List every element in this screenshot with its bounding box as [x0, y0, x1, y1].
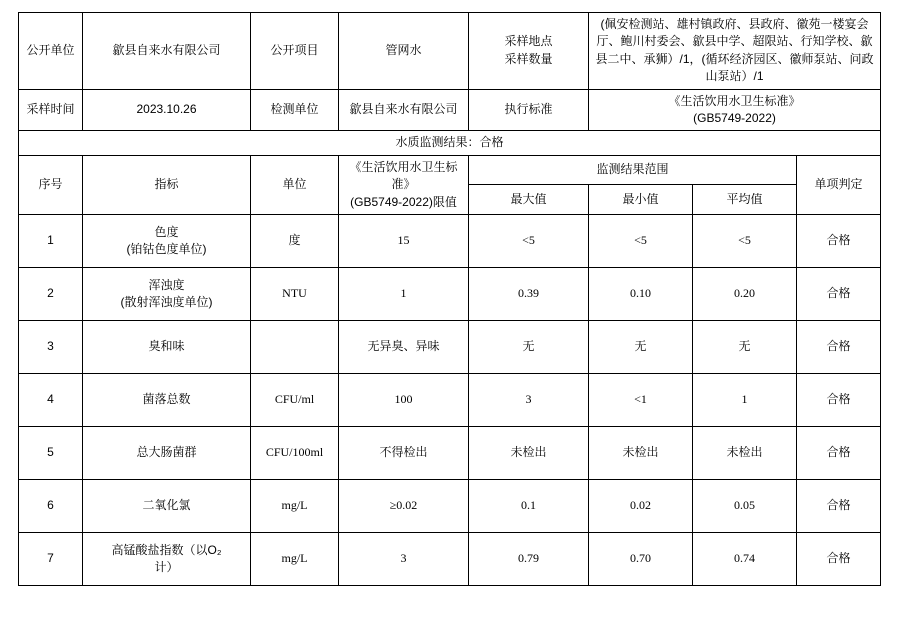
overall-result-text: 水质监测结果：合格	[19, 131, 881, 155]
cell-min: 无	[589, 320, 693, 373]
cell-indicator: 臭和味	[83, 320, 251, 373]
cell-verdict: 合格	[797, 267, 881, 320]
cell-min: 0.10	[589, 267, 693, 320]
cell-indicator-line1: 浑浊度	[148, 277, 185, 292]
cell-verdict: 合格	[797, 426, 881, 479]
col-verdict: 单项判定	[797, 155, 881, 214]
cell-max: 3	[469, 373, 589, 426]
cell-unit: 度	[251, 214, 339, 267]
col-limit-line2: (GB5749-2022)限值	[350, 194, 457, 209]
cell-indicator	[83, 214, 251, 267]
sampling-location-value: (佩安检测站、雄村镇政府、县政府、徽苑一楼宴会厅、鲍川村委会、歙县中学、超限站、行知学校、歙县二中、承狮）/1，(循环经济园区、徽师泵站、问政山泵站）/1	[589, 13, 881, 90]
table-row	[19, 532, 881, 585]
standard-value	[589, 89, 881, 131]
cell-index: 7	[19, 532, 83, 585]
sampling-location-label-line2: 采样数量	[504, 51, 553, 66]
cell-limit: 不得检出	[339, 426, 469, 479]
cell-indicator: 二氧化氯	[83, 479, 251, 532]
standard-value-line1: 《生活饮用水卫生标准》	[668, 93, 801, 108]
standard-label: 执行标准	[469, 89, 589, 131]
cell-min: <1	[589, 373, 693, 426]
cell-index: 4	[19, 373, 83, 426]
cell-verdict: 合格	[797, 532, 881, 585]
cell-avg: 未检出	[693, 426, 797, 479]
table-row	[19, 479, 881, 532]
testing-unit-label: 检测单位	[251, 89, 339, 131]
cell-indicator-line2: (铂钴色度单位)	[126, 241, 207, 256]
cell-min: <5	[589, 214, 693, 267]
cell-limit: 无异臭、异味	[339, 320, 469, 373]
cell-max: 未检出	[469, 426, 589, 479]
column-header-row-1	[19, 155, 881, 185]
cell-index: 3	[19, 320, 83, 373]
cell-limit: 1	[339, 267, 469, 320]
cell-verdict: 合格	[797, 373, 881, 426]
testing-unit-value: 歙县自来水有限公司	[339, 89, 469, 131]
cell-indicator	[83, 532, 251, 585]
cell-avg: 无	[693, 320, 797, 373]
sampling-time-value: 2023.10.26	[83, 89, 251, 131]
cell-avg: 0.74	[693, 532, 797, 585]
cell-limit: 15	[339, 214, 469, 267]
cell-min: 未检出	[589, 426, 693, 479]
public-unit-label: 公开单位	[19, 13, 83, 90]
cell-avg: 0.20	[693, 267, 797, 320]
cell-unit: mg/L	[251, 532, 339, 585]
cell-indicator: 总大肠菌群	[83, 426, 251, 479]
cell-max: 0.79	[469, 532, 589, 585]
cell-indicator-line2: (散射浑浊度单位)	[120, 294, 213, 309]
standard-value-line2: (GB5749-2022)	[693, 110, 776, 125]
public-unit-value: 歙县自来水有限公司	[83, 13, 251, 90]
cell-limit: ≥0.02	[339, 479, 469, 532]
col-range-group: 监测结果范围	[469, 155, 797, 185]
sampling-location-label	[469, 13, 589, 90]
cell-limit: 3	[339, 532, 469, 585]
table-row	[19, 267, 881, 320]
col-limit-line1: 《生活饮用水卫生标准》	[349, 159, 458, 192]
col-unit: 单位	[251, 155, 339, 214]
cell-indicator	[83, 267, 251, 320]
cell-min: 0.70	[589, 532, 693, 585]
col-indicator: 指标	[83, 155, 251, 214]
cell-verdict: 合格	[797, 214, 881, 267]
cell-indicator-line2: 计）	[154, 559, 179, 574]
cell-index: 6	[19, 479, 83, 532]
cell-max: <5	[469, 214, 589, 267]
table-row	[19, 373, 881, 426]
cell-unit: CFU/100ml	[251, 426, 339, 479]
public-project-label: 公开项目	[251, 13, 339, 90]
cell-indicator-line1: 色度	[154, 224, 179, 239]
overall-result-row	[19, 131, 881, 155]
cell-index: 5	[19, 426, 83, 479]
table-row	[19, 426, 881, 479]
col-avg: 平均值	[693, 185, 797, 215]
cell-unit: CFU/ml	[251, 373, 339, 426]
table-row	[19, 214, 881, 267]
cell-avg: <5	[693, 214, 797, 267]
cell-index: 1	[19, 214, 83, 267]
cell-limit: 100	[339, 373, 469, 426]
cell-avg: 0.05	[693, 479, 797, 532]
col-index: 序号	[19, 155, 83, 214]
cell-unit: NTU	[251, 267, 339, 320]
cell-indicator-line1: 高锰酸盐指数（以O₂	[111, 542, 222, 557]
header-row-1	[19, 13, 881, 90]
col-max: 最大值	[469, 185, 589, 215]
cell-indicator: 菌落总数	[83, 373, 251, 426]
col-min: 最小值	[589, 185, 693, 215]
sampling-location-label-line1: 采样地点	[504, 34, 553, 49]
public-project-value: 管网水	[339, 13, 469, 90]
cell-unit: mg/L	[251, 479, 339, 532]
cell-verdict: 合格	[797, 479, 881, 532]
col-limit	[339, 155, 469, 214]
cell-min: 0.02	[589, 479, 693, 532]
sampling-time-label: 采样时间	[19, 89, 83, 131]
cell-index: 2	[19, 267, 83, 320]
cell-max: 0.1	[469, 479, 589, 532]
header-row-2	[19, 89, 881, 131]
cell-max: 0.39	[469, 267, 589, 320]
cell-unit	[251, 320, 339, 373]
cell-max: 无	[469, 320, 589, 373]
cell-avg: 1	[693, 373, 797, 426]
cell-verdict: 合格	[797, 320, 881, 373]
table-row	[19, 320, 881, 373]
report-table	[18, 12, 881, 586]
